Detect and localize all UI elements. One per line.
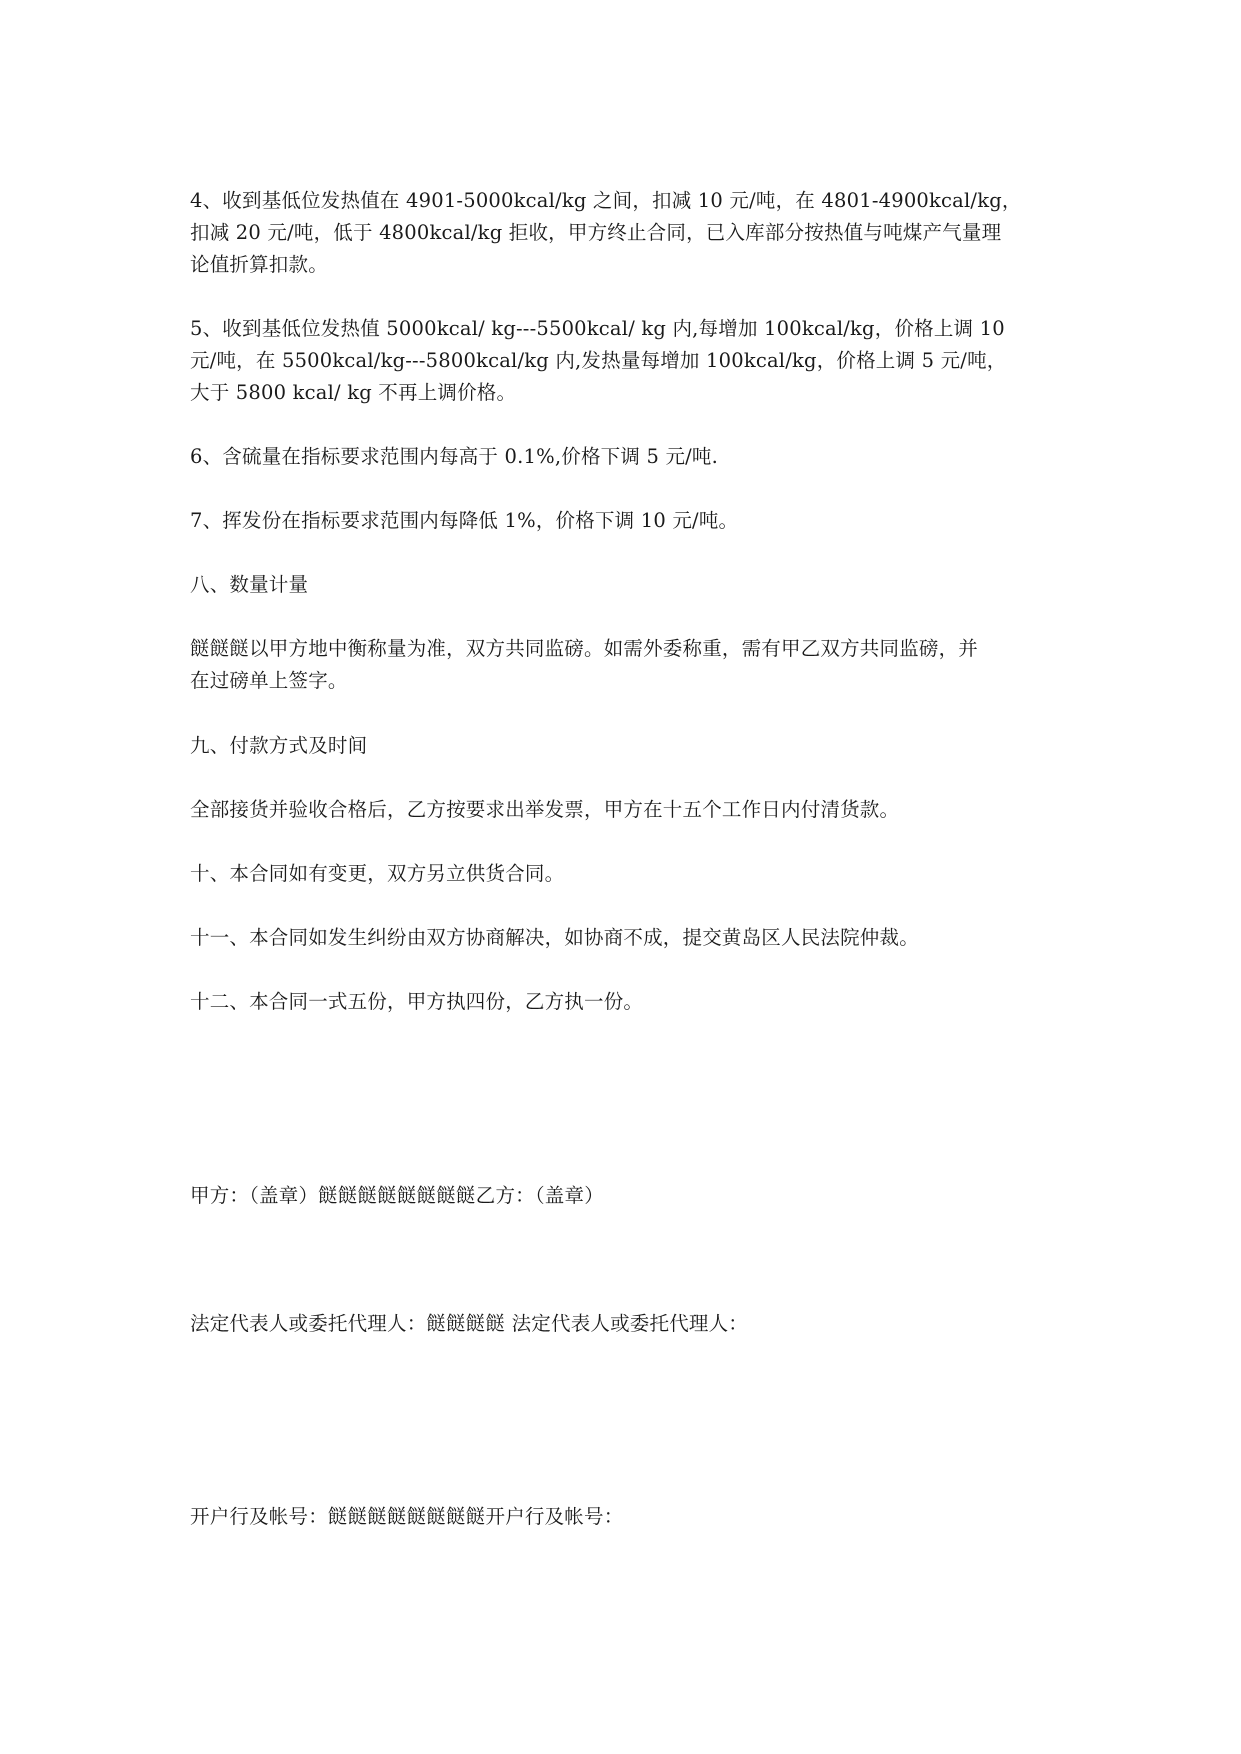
- clause-5-line-2: 元/吨，在 5500kcal/kg---5800kcal/kg 内,发热量每增加 100kcal/kg，价格上调 5 元/吨，: [190, 349, 1007, 372]
- section-10: 十、本合同如有变更，双方另立供货合同。: [190, 862, 565, 885]
- clause-5-line-3: 大于 5800 kcal/ kg 不再上调价格。: [190, 381, 517, 404]
- clause-7: 7、挥发份在指标要求范围内每降低 1%，价格下调 10 元/吨。: [190, 509, 739, 532]
- clause-4-line-2: 扣减 20 元/吨，低于 4800kcal/kg 拒收，甲方终止合同，已入库部分按热值与吨煤产气量理: [190, 221, 1002, 244]
- legal-representative-line: 法定代表人或委托代理人：餸餸餸餸 法定代表人或委托代理人：: [190, 1312, 748, 1335]
- section-8-text-line-1: 餸餸餸以甲方地中衡称量为准，双方共同监磅。如需外委称重，需有甲乙双方共同监磅，并: [190, 637, 979, 660]
- clause-5-line-1: 5、收到基低位发热值 5000kcal/ kg---5500kcal/ kg 内,每增加 100kcal/kg，价格上调 10: [190, 317, 1005, 340]
- section-9-text: 全部接货并验收合格后，乙方按要求出举发票，甲方在十五个工作日内付清货款。: [190, 798, 900, 821]
- bank-account-line: 开户行及帐号：餸餸餸餸餸餸餸餸开户行及帐号：: [190, 1505, 624, 1528]
- signature-party-line: 甲方：（盖章）餸餸餸餸餸餸餸餸乙方：（盖章）: [190, 1184, 604, 1207]
- section-11: 十一、本合同如发生纠纷由双方协商解决，如协商不成，提交黄岛区人民法院仲裁。: [190, 926, 919, 949]
- section-8-text-line-2: 在过磅单上签字。: [190, 669, 348, 692]
- section-9-heading: 九、付款方式及时间: [190, 734, 368, 757]
- section-8-heading: 八、数量计量: [190, 573, 309, 596]
- section-12: 十二、本合同一式五份，甲方执四份，乙方执一份。: [190, 990, 644, 1013]
- clause-4-line-3: 论值折算扣款。: [190, 253, 328, 276]
- clause-6: 6、含硫量在指标要求范围内每高于 0.1%,价格下调 5 元/吨.: [190, 445, 719, 468]
- clause-4-line-1: 4、收到基低位发热值在 4901-5000kcal/kg 之间，扣减 10 元/吨，在 4801-4900kcal/kg，: [190, 189, 1022, 212]
